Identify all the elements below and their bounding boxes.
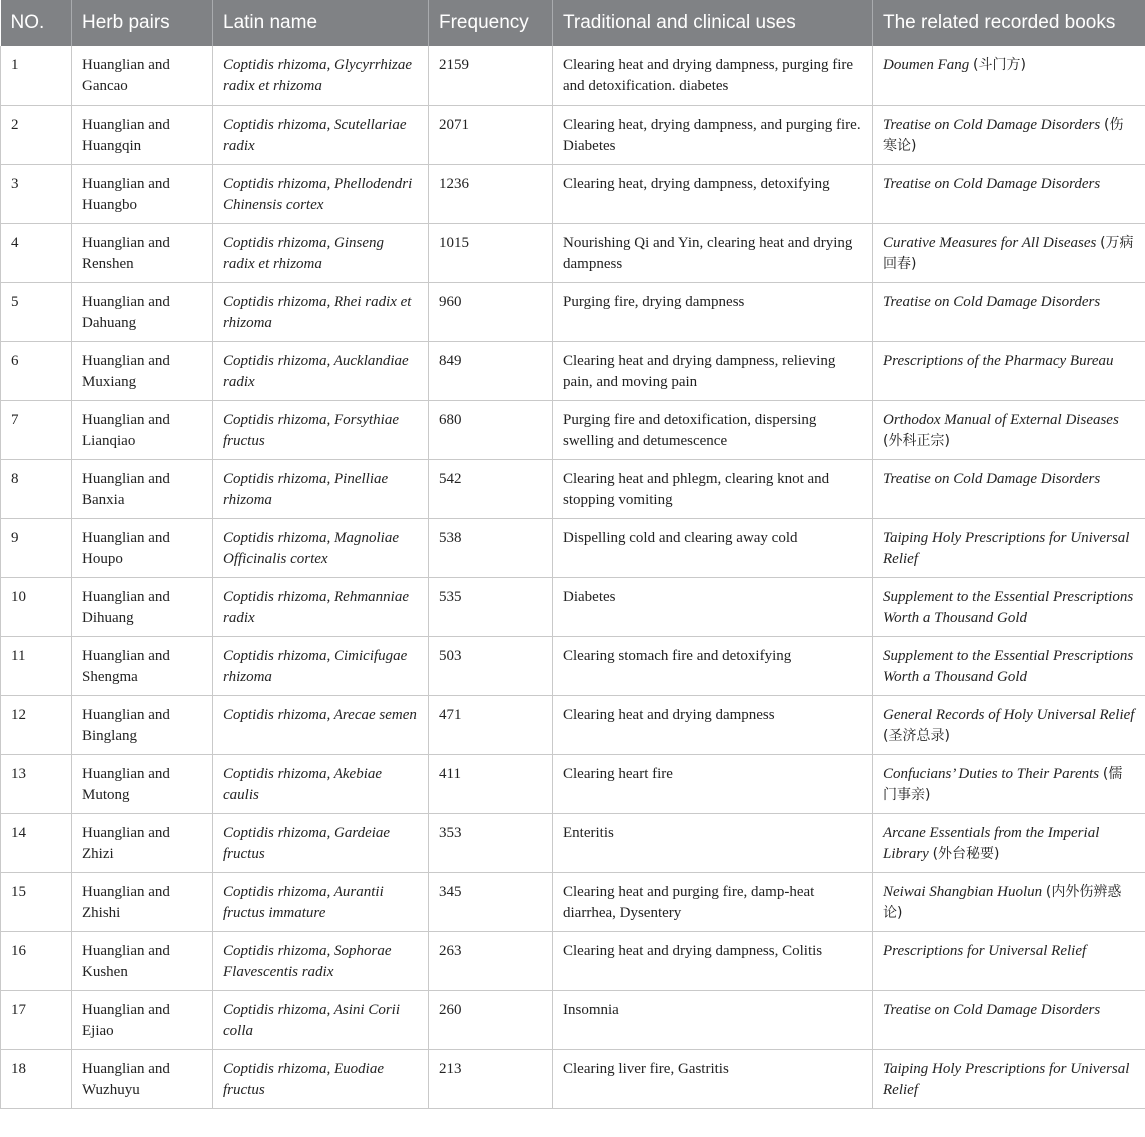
cell-frequency: 538 <box>429 518 553 577</box>
header-no: NO. <box>1 0 72 46</box>
cell-book <box>873 46 1145 105</box>
cell-no: 6 <box>1 341 72 400</box>
cell-no: 4 <box>1 223 72 282</box>
cell-uses: Insomnia <box>553 990 873 1049</box>
cell-book <box>873 341 1145 400</box>
cell-frequency: 2159 <box>429 46 553 105</box>
cell-frequency: 1015 <box>429 223 553 282</box>
table-row <box>1 164 1145 223</box>
cell-no: 12 <box>1 695 72 754</box>
book-chinese-title: (斗门方) <box>973 57 1026 73</box>
cell-latin-name: Coptidis rhizoma, Pinelliae rhizoma <box>213 459 429 518</box>
cell-latin-name: Coptidis rhizoma, Aurantii fructus immature <box>213 872 429 931</box>
table-row <box>1 400 1145 459</box>
cell-no: 10 <box>1 577 72 636</box>
cell-herb-pair: Huanglian and Lianqiao <box>72 400 213 459</box>
cell-uses: Clearing heart fire <box>553 754 873 813</box>
cell-book <box>873 400 1145 459</box>
cell-herb-pair: Huanglian and Zhishi <box>72 872 213 931</box>
cell-frequency: 2071 <box>429 105 553 164</box>
cell-uses: Clearing heat, drying dampness, and purging fire. Diabetes <box>553 105 873 164</box>
cell-latin-name: Coptidis rhizoma, Sophorae Flavescentis radix <box>213 931 429 990</box>
cell-no: 1 <box>1 46 72 105</box>
book-chinese-title: (万病回春) <box>883 234 1134 272</box>
book-chinese-title: (儒门事亲) <box>883 765 1123 803</box>
book-chinese-title: (圣济总录) <box>883 727 950 744</box>
cell-frequency: 960 <box>429 282 553 341</box>
cell-latin-name: Coptidis rhizoma, Ginseng radix et rhizoma <box>213 223 429 282</box>
cell-uses: Clearing heat and drying dampness, relieving pain, and moving pain <box>553 341 873 400</box>
cell-book <box>873 282 1145 341</box>
cell-frequency: 411 <box>429 754 553 813</box>
cell-book <box>873 518 1145 577</box>
table-row <box>1 813 1145 872</box>
cell-frequency: 849 <box>429 341 553 400</box>
cell-herb-pair: Huanglian and Banxia <box>72 459 213 518</box>
cell-latin-name: Coptidis rhizoma, Aucklandiae radix <box>213 341 429 400</box>
cell-latin-name: Coptidis rhizoma, Gardeiae fructus <box>213 813 429 872</box>
cell-uses: Dispelling cold and clearing away cold <box>553 518 873 577</box>
table-row <box>1 282 1145 341</box>
book-title: Treatise on Cold Damage Disorders <box>883 1001 1101 1018</box>
cell-herb-pair: Huanglian and Wuzhuyu <box>72 1049 213 1108</box>
cell-uses: Clearing heat and drying dampness <box>553 695 873 754</box>
cell-latin-name: Coptidis rhizoma, Phellodendri Chinensis cortex <box>213 164 429 223</box>
book-title: Treatise on Cold Damage Disorders <box>883 116 1101 133</box>
cell-herb-pair: Huanglian and Mutong <box>72 754 213 813</box>
cell-latin-name: Coptidis rhizoma, Arecae semen <box>213 695 429 754</box>
cell-no: 5 <box>1 282 72 341</box>
cell-uses: Purging fire, drying dampness <box>553 282 873 341</box>
table-row <box>1 577 1145 636</box>
table-row <box>1 872 1145 931</box>
cell-frequency: 345 <box>429 872 553 931</box>
table-header <box>1 0 1145 46</box>
cell-book <box>873 695 1145 754</box>
table-row <box>1 223 1145 282</box>
cell-book <box>873 754 1145 813</box>
cell-book <box>873 577 1145 636</box>
cell-herb-pair: Huanglian and Kushen <box>72 931 213 990</box>
cell-herb-pair: Huanglian and Gancao <box>72 46 213 105</box>
cell-no: 13 <box>1 754 72 813</box>
book-title: Treatise on Cold Damage Disorders <box>883 470 1101 487</box>
cell-herb-pair: Huanglian and Renshen <box>72 223 213 282</box>
cell-uses: Enteritis <box>553 813 873 872</box>
cell-uses: Clearing heat and phlegm, clearing knot and stopping vomiting <box>553 459 873 518</box>
cell-latin-name: Coptidis rhizoma, Rhei radix et rhizoma <box>213 282 429 341</box>
table-row <box>1 459 1145 518</box>
cell-herb-pair: Huanglian and Muxiang <box>72 341 213 400</box>
book-title: Taiping Holy Prescriptions for Universal Relief <box>883 1060 1130 1098</box>
cell-herb-pair: Huanglian and Binglang <box>72 695 213 754</box>
cell-uses: Clearing liver fire, Gastritis <box>553 1049 873 1108</box>
cell-uses: Clearing heat and drying dampness, purging fire and detoxification. diabetes <box>553 46 873 105</box>
cell-latin-name: Coptidis rhizoma, Glycyrrhizae radix et rhizoma <box>213 46 429 105</box>
cell-book <box>873 164 1145 223</box>
book-title: Orthodox Manual of External Diseases <box>883 411 1119 428</box>
cell-no: 17 <box>1 990 72 1049</box>
book-title: Confucians’ Duties to Their Parents <box>883 765 1100 782</box>
cell-herb-pair: Huanglian and Dihuang <box>72 577 213 636</box>
cell-frequency: 213 <box>429 1049 553 1108</box>
book-title: Treatise on Cold Damage Disorders <box>883 175 1101 192</box>
cell-frequency: 263 <box>429 931 553 990</box>
table-row <box>1 754 1145 813</box>
table-row <box>1 990 1145 1049</box>
cell-uses: Diabetes <box>553 577 873 636</box>
cell-book <box>873 459 1145 518</box>
table-row <box>1 1049 1145 1108</box>
cell-herb-pair: Huanglian and Ejiao <box>72 990 213 1049</box>
cell-book <box>873 872 1145 931</box>
cell-book <box>873 1049 1145 1108</box>
cell-book <box>873 105 1145 164</box>
cell-no: 16 <box>1 931 72 990</box>
cell-no: 8 <box>1 459 72 518</box>
cell-book <box>873 223 1145 282</box>
cell-frequency: 503 <box>429 636 553 695</box>
cell-uses: Clearing stomach fire and detoxifying <box>553 636 873 695</box>
cell-frequency: 680 <box>429 400 553 459</box>
table-row <box>1 636 1145 695</box>
cell-latin-name: Coptidis rhizoma, Cimicifugae rhizoma <box>213 636 429 695</box>
table-row <box>1 931 1145 990</box>
book-chinese-title: (外科正宗) <box>883 432 950 449</box>
cell-frequency: 353 <box>429 813 553 872</box>
header-row <box>1 0 1145 46</box>
book-title: Doumen Fang <box>883 57 970 73</box>
cell-uses: Clearing heat and drying dampness, Colitis <box>553 931 873 990</box>
cell-herb-pair: Huanglian and Huangqin <box>72 105 213 164</box>
cell-uses: Nourishing Qi and Yin, clearing heat and drying dampness <box>553 223 873 282</box>
cell-frequency: 471 <box>429 695 553 754</box>
header-frequency: Frequency <box>429 0 553 46</box>
table-body <box>1 46 1145 1108</box>
cell-herb-pair: Huanglian and Dahuang <box>72 282 213 341</box>
cell-herb-pair: Huanglian and Shengma <box>72 636 213 695</box>
book-chinese-title: (内外伤辨惑论) <box>883 883 1122 921</box>
book-title: Prescriptions of the Pharmacy Bureau <box>883 352 1114 369</box>
cell-frequency: 1236 <box>429 164 553 223</box>
cell-latin-name: Coptidis rhizoma, Rehmanniae radix <box>213 577 429 636</box>
header-latin-name: Latin name <box>213 0 429 46</box>
cell-latin-name: Coptidis rhizoma, Scutellariae radix <box>213 105 429 164</box>
book-chinese-title: (外台秘要) <box>932 845 1000 862</box>
cell-uses: Clearing heat and purging fire, damp-heat diarrhea, Dysentery <box>553 872 873 931</box>
cell-no: 18 <box>1 1049 72 1108</box>
cell-herb-pair: Huanglian and Houpo <box>72 518 213 577</box>
book-title: Supplement to the Essential Prescriptions Worth a Thousand Gold <box>883 647 1134 685</box>
header-herb-pairs: Herb pairs <box>72 0 213 46</box>
cell-latin-name: Coptidis rhizoma, Forsythiae fructus <box>213 400 429 459</box>
cell-no: 7 <box>1 400 72 459</box>
cell-book <box>873 990 1145 1049</box>
cell-no: 3 <box>1 164 72 223</box>
book-title: Prescriptions for Universal Relief <box>883 942 1087 959</box>
cell-no: 15 <box>1 872 72 931</box>
book-title: Supplement to the Essential Prescriptions Worth a Thousand Gold <box>883 588 1134 626</box>
cell-no: 11 <box>1 636 72 695</box>
book-title: Treatise on Cold Damage Disorders <box>883 293 1101 310</box>
cell-herb-pair: Huanglian and Zhizi <box>72 813 213 872</box>
book-title: General Records of Holy Universal Relief <box>883 706 1135 723</box>
book-title: Neiwai Shangbian Huolun <box>883 883 1043 900</box>
cell-latin-name: Coptidis rhizoma, Euodiae fructus <box>213 1049 429 1108</box>
cell-no: 14 <box>1 813 72 872</box>
header-books: The related recorded books <box>873 0 1145 46</box>
header-uses: Traditional and clinical uses <box>553 0 873 46</box>
table-row <box>1 695 1145 754</box>
cell-book <box>873 813 1145 872</box>
cell-uses: Purging fire and detoxification, dispersing swelling and detumescence <box>553 400 873 459</box>
cell-book <box>873 931 1145 990</box>
table-row <box>1 46 1145 105</box>
cell-frequency: 260 <box>429 990 553 1049</box>
cell-frequency: 542 <box>429 459 553 518</box>
cell-uses: Clearing heat, drying dampness, detoxifying <box>553 164 873 223</box>
cell-book <box>873 636 1145 695</box>
book-chinese-title: (伤寒论) <box>883 116 1124 154</box>
table-row <box>1 518 1145 577</box>
book-title: Curative Measures for All Diseases <box>883 234 1097 251</box>
book-title: Taiping Holy Prescriptions for Universal Relief <box>883 529 1130 567</box>
cell-no: 2 <box>1 105 72 164</box>
cell-frequency: 535 <box>429 577 553 636</box>
cell-herb-pair: Huanglian and Huangbo <box>72 164 213 223</box>
book-title: Arcane Essentials from the Imperial Library <box>883 824 1100 862</box>
cell-latin-name: Coptidis rhizoma, Asini Corii colla <box>213 990 429 1049</box>
table-row <box>1 341 1145 400</box>
table-row <box>1 105 1145 164</box>
cell-no: 9 <box>1 518 72 577</box>
cell-latin-name: Coptidis rhizoma, Akebiae caulis <box>213 754 429 813</box>
cell-latin-name: Coptidis rhizoma, Magnoliae Officinalis cortex <box>213 518 429 577</box>
